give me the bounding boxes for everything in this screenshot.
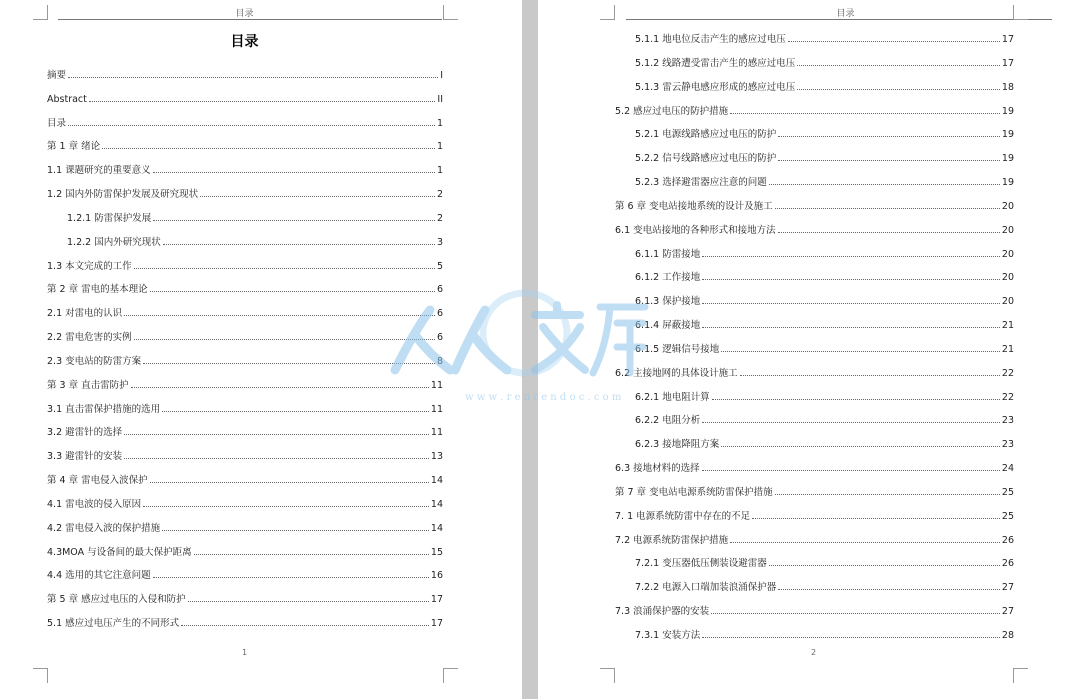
dot-leader xyxy=(778,160,1000,161)
toc-entry-label: 1.2.1 防雷保护发展 xyxy=(67,212,152,224)
toc-entry[interactable] xyxy=(47,424,443,438)
toc-entry-label: 第 5 章 感应过电压的入侵和防护 xyxy=(47,594,186,606)
toc-entry-page: 20 xyxy=(1001,200,1014,212)
toc-entry-label: Abstract xyxy=(47,93,87,105)
toc-entry[interactable] xyxy=(47,67,443,81)
toc-entry-label: 4.4 选用的其它注意问题 xyxy=(47,570,151,582)
toc-entry[interactable] xyxy=(615,508,1014,522)
toc-entry-page: 2 xyxy=(436,189,443,201)
toc-entry-page: I xyxy=(440,70,443,81)
toc-entry[interactable] xyxy=(47,401,443,415)
dot-leader xyxy=(188,601,429,602)
dot-leader xyxy=(143,506,429,507)
toc-entry-label: 5.2.3 选择避雷器应注意的问题 xyxy=(635,177,767,189)
toc-entry-page: 5 xyxy=(436,260,443,272)
toc-entry-page: 17 xyxy=(1001,34,1014,45)
dot-leader xyxy=(162,411,429,412)
toc-entry[interactable] xyxy=(635,246,1014,260)
dot-leader xyxy=(797,65,1000,66)
dot-leader xyxy=(150,482,429,483)
dot-leader xyxy=(702,327,1000,328)
dot-leader xyxy=(124,458,429,459)
toc-entry[interactable] xyxy=(635,31,1014,45)
toc-entry-label: 6.1 变电站接地的各种形式和接地方法 xyxy=(615,224,776,236)
dot-leader xyxy=(730,113,1000,114)
toc-entry-label: 摘要 xyxy=(47,70,67,81)
toc-page-2 xyxy=(538,0,1078,699)
toc-entry[interactable] xyxy=(635,79,1014,93)
dot-leader xyxy=(200,196,435,197)
toc-entry-label: 7.2 电源系统防雷保护措施 xyxy=(615,534,729,546)
header-rule xyxy=(58,19,442,20)
toc-entry[interactable] xyxy=(615,532,1014,546)
dot-leader xyxy=(162,530,429,531)
toc-entry[interactable] xyxy=(635,627,1014,641)
dot-leader xyxy=(150,291,435,292)
toc-entry-label: 第 1 章 绪论 xyxy=(47,141,101,153)
toc-entry[interactable] xyxy=(635,126,1014,140)
dot-leader xyxy=(153,577,429,578)
toc-entry-page: 20 xyxy=(1001,296,1014,308)
dot-leader xyxy=(153,220,435,221)
toc-entry[interactable] xyxy=(47,472,443,486)
toc-entry-page: 13 xyxy=(430,451,443,463)
toc-entry[interactable] xyxy=(615,603,1014,617)
dot-leader xyxy=(181,625,429,626)
toc-entry[interactable] xyxy=(67,210,443,224)
dot-leader xyxy=(702,303,1000,304)
toc-entry-page: 22 xyxy=(1001,391,1014,403)
crop-mark xyxy=(1013,668,1028,683)
dot-leader xyxy=(778,232,1000,233)
toc-entry-label: 5.1.2 线路遭受雷击产生的感应过电压 xyxy=(635,57,796,69)
watermark-url: w w w . r e n r e n d o c . c o m xyxy=(465,392,622,403)
toc-entry[interactable] xyxy=(635,579,1014,593)
toc-entry[interactable] xyxy=(635,389,1014,403)
toc-entry-page: 19 xyxy=(1001,177,1014,189)
toc-entry[interactable] xyxy=(635,436,1014,450)
toc-entry-page: 18 xyxy=(1001,81,1014,93)
toc-entry-label: 6.2 主接地网的具体设计施工 xyxy=(615,367,738,379)
dot-leader xyxy=(143,363,435,364)
toc-entry-label: 1.2 国内外防雷保护发展及研究现状 xyxy=(47,189,199,201)
toc-entry-page: 19 xyxy=(1001,105,1014,117)
toc-entry-label: 5.2 感应过电压的防护措施 xyxy=(615,105,729,117)
toc-entry[interactable] xyxy=(47,329,443,343)
dot-leader xyxy=(711,613,1000,614)
dot-leader xyxy=(721,351,1000,352)
toc-entry-label: 6.1.2 工作接地 xyxy=(635,272,701,284)
toc-entry-page: 11 xyxy=(430,427,443,439)
toc-entry-page: 27 xyxy=(1001,606,1014,618)
toc-page-1 xyxy=(0,0,522,699)
toc-entry-label: 6.1.1 防雷接地 xyxy=(635,248,701,260)
crop-mark xyxy=(600,5,615,20)
toc-entry[interactable] xyxy=(635,174,1014,188)
dot-leader xyxy=(163,244,435,245)
toc-entry-page: II xyxy=(437,93,443,105)
dot-leader xyxy=(730,542,1000,543)
toc-entry[interactable] xyxy=(47,162,443,176)
toc-entry-page: 19 xyxy=(1001,129,1014,141)
toc-entry-label: 6.2.2 电阻分析 xyxy=(635,415,701,427)
toc-entry-label: 6.1.5 逻辑信号接地 xyxy=(635,343,720,355)
toc-entry-page: 25 xyxy=(1001,510,1014,522)
toc-entry[interactable] xyxy=(47,186,443,200)
toc-entry-page: 1 xyxy=(436,141,443,153)
toc-entry[interactable] xyxy=(47,305,443,319)
dot-leader xyxy=(68,125,435,126)
toc-entry-page: 27 xyxy=(1001,582,1014,594)
dot-leader xyxy=(778,136,1000,137)
dot-leader xyxy=(702,470,1000,471)
toc-entry-page: 19 xyxy=(1001,153,1014,165)
toc-entry-page: 11 xyxy=(430,379,443,391)
toc-entry-label: 5.2.2 信号线路感应过电压的防护 xyxy=(635,153,777,165)
dot-leader xyxy=(788,41,1000,42)
toc-entry-label: 6.2.3 接地降阻方案 xyxy=(635,439,720,451)
dot-leader xyxy=(153,172,435,173)
toc-entry[interactable] xyxy=(47,91,443,105)
toc-entry-label: 2.1 对雷电的认识 xyxy=(47,308,123,320)
toc-entry-page: 23 xyxy=(1001,415,1014,427)
toc-entry-label: 3.1 直击雷保护措施的选用 xyxy=(47,403,161,415)
toc-entry-label: 5.1.1 地电位反击产生的感应过电压 xyxy=(635,34,786,45)
toc-entry-label: 第 7 章 变电站电源系统防雷保护措施 xyxy=(615,486,773,498)
toc-entry[interactable] xyxy=(615,198,1014,212)
toc-entry-label: 7.2.2 电源入口端加装浪涌保护器 xyxy=(635,582,777,594)
crop-mark xyxy=(443,668,458,683)
toc-entry-page: 23 xyxy=(1001,439,1014,451)
toc-entry-page: 21 xyxy=(1001,320,1014,332)
dot-leader xyxy=(797,89,1000,90)
toc-entry[interactable] xyxy=(615,460,1014,474)
toc-entry-page: 6 xyxy=(436,284,443,296)
dot-leader xyxy=(134,268,435,269)
toc-entry[interactable] xyxy=(47,138,443,152)
page-gutter xyxy=(522,0,538,699)
toc-entry[interactable] xyxy=(47,281,443,295)
toc-entry-label: 4.1 雷电波的侵入原因 xyxy=(47,498,142,510)
toc-entry-page: 24 xyxy=(1001,463,1014,475)
toc-entry[interactable] xyxy=(615,222,1014,236)
toc-entry[interactable] xyxy=(47,544,443,558)
toc-entry-page: 28 xyxy=(1001,630,1014,641)
crop-mark xyxy=(1013,5,1028,20)
toc-entry-label: 第 6 章 变电站接地系统的设计及施工 xyxy=(615,200,773,212)
toc-entry-label: 1.1 课题研究的重要意义 xyxy=(47,165,151,177)
toc-entry[interactable] xyxy=(615,103,1014,117)
dot-leader xyxy=(124,434,429,435)
toc-entry-label: 6.2.1 地电阻计算 xyxy=(635,391,710,403)
toc-entry-label: 6.1.3 保护接地 xyxy=(635,296,701,308)
toc-entry-page: 3 xyxy=(436,236,443,248)
toc-entry-page: 17 xyxy=(430,594,443,606)
toc-entry[interactable] xyxy=(47,567,443,581)
toc-entry-page: 6 xyxy=(436,308,443,320)
toc-entry[interactable] xyxy=(635,55,1014,69)
dot-leader xyxy=(194,554,429,555)
toc-entry-page: 14 xyxy=(430,522,443,534)
dot-leader xyxy=(124,315,435,316)
crop-mark xyxy=(33,668,48,683)
crop-mark xyxy=(443,5,458,20)
toc-entry-page: 1 xyxy=(436,117,443,129)
dot-leader xyxy=(752,518,1000,519)
toc-entry-label: 第 4 章 雷电侵入波保护 xyxy=(47,475,148,487)
dot-leader xyxy=(89,101,436,102)
toc-entry[interactable] xyxy=(635,555,1014,569)
toc-entry[interactable] xyxy=(635,293,1014,307)
dot-leader xyxy=(769,184,1000,185)
toc-entry[interactable] xyxy=(635,317,1014,331)
toc-entry[interactable] xyxy=(47,520,443,534)
dot-leader xyxy=(702,422,1000,423)
toc-entry-label: 5.1 感应过电压产生的不同形式 xyxy=(47,618,180,630)
toc-entry-page: 17 xyxy=(1001,57,1014,69)
toc-entry-page: 20 xyxy=(1001,224,1014,236)
toc-entry[interactable] xyxy=(635,341,1014,355)
toc-entry-page: 20 xyxy=(1001,272,1014,284)
toc-entry-label: 5.2.1 电源线路感应过电压的防护 xyxy=(635,129,777,141)
toc-entry-page: 20 xyxy=(1001,248,1014,260)
toc-entry-page: 1 xyxy=(436,165,443,177)
toc-entry-page: 21 xyxy=(1001,343,1014,355)
toc-entry[interactable] xyxy=(47,591,443,605)
crop-mark xyxy=(33,5,48,20)
toc-entry-label: 2.3 变电站的防雷方案 xyxy=(47,355,142,367)
toc-entry[interactable] xyxy=(47,377,443,391)
toc-entry[interactable] xyxy=(47,496,443,510)
toc-entry[interactable] xyxy=(635,150,1014,164)
toc-entry-page: 14 xyxy=(430,498,443,510)
toc-entry-label: 3.3 避雷针的安装 xyxy=(47,451,123,463)
toc-entry-page: 25 xyxy=(1001,486,1014,498)
toc-entry-label: 6.3 接地材料的选择 xyxy=(615,463,700,475)
toc-entry-page: 15 xyxy=(430,546,443,558)
toc-entry-label: 7.3.1 安装方法 xyxy=(635,630,701,641)
toc-entry-page: 26 xyxy=(1001,558,1014,570)
toc-entry-page: 16 xyxy=(430,570,443,582)
toc-entry-label: 5.1.3 雷云静电感应形成的感应过电压 xyxy=(635,81,796,93)
toc-entry-label: 7. 1 电源系统防雷中存在的不足 xyxy=(615,510,751,522)
dot-leader xyxy=(721,446,1000,447)
dot-leader xyxy=(131,387,429,388)
dot-leader xyxy=(68,77,438,78)
dot-leader xyxy=(702,279,1000,280)
toc-entry-label: 1.3 本文完成的工作 xyxy=(47,260,132,272)
toc-entry[interactable] xyxy=(47,258,443,272)
toc-entry-page: 11 xyxy=(430,403,443,415)
dot-leader xyxy=(712,399,1000,400)
toc-entry-page: 2 xyxy=(436,212,443,224)
toc-entry-label: 1.2.2 国内外研究现状 xyxy=(67,236,161,248)
dot-leader xyxy=(102,148,435,149)
toc-entry[interactable] xyxy=(635,269,1014,283)
toc-entry[interactable] xyxy=(47,353,443,367)
dot-leader xyxy=(134,339,435,340)
dot-leader xyxy=(769,565,1000,566)
dot-leader xyxy=(702,256,1000,257)
toc-entry[interactable] xyxy=(67,234,443,248)
toc-entry[interactable] xyxy=(635,412,1014,426)
toc-entry-label: 7.2.1 变压器低压侧装设避雷器 xyxy=(635,558,767,570)
running-head: 目录 xyxy=(836,9,855,19)
toc-entry-label: 6.1.4 屏蔽接地 xyxy=(635,320,701,332)
toc-entry-label: 2.2 雷电危害的实例 xyxy=(47,332,132,344)
page-number: 1 xyxy=(242,648,248,657)
toc-entry[interactable] xyxy=(47,115,443,129)
toc-entry-page: 14 xyxy=(430,475,443,487)
dot-leader xyxy=(775,208,1000,209)
toc-entry-label: 4.3MOA 与设备间的最大保护距离 xyxy=(47,546,192,558)
running-head: 目录 xyxy=(235,9,254,19)
toc-entry-page: 26 xyxy=(1001,534,1014,546)
toc-entry-label: 第 3 章 直击雷防护 xyxy=(47,379,129,391)
toc-entry-label: 4.2 雷电侵入波的保护措施 xyxy=(47,522,161,534)
dot-leader xyxy=(778,589,1000,590)
toc-entry-label: 第 2 章 雷电的基本理论 xyxy=(47,284,148,296)
toc-entry[interactable] xyxy=(615,365,1014,379)
toc-entry-label: 目录 xyxy=(47,117,67,129)
toc-entry-page: 8 xyxy=(436,355,443,367)
dot-leader xyxy=(702,637,1000,638)
toc-entry-page: 22 xyxy=(1001,367,1014,379)
toc-entry[interactable] xyxy=(615,484,1014,498)
header-rule xyxy=(626,19,1052,20)
toc-entry-page: 17 xyxy=(430,618,443,630)
toc-entry-page: 6 xyxy=(436,332,443,344)
crop-mark xyxy=(600,668,615,683)
toc-entry[interactable] xyxy=(47,615,443,629)
toc-entry-label: 3.2 避雷针的选择 xyxy=(47,427,123,439)
page-number: 2 xyxy=(811,648,817,657)
dot-leader xyxy=(740,375,1000,376)
dot-leader xyxy=(775,494,1000,495)
toc-title: 目录 xyxy=(230,34,259,50)
toc-entry[interactable] xyxy=(47,448,443,462)
toc-entry-label: 7.3 浪涌保护器的安装 xyxy=(615,606,710,618)
